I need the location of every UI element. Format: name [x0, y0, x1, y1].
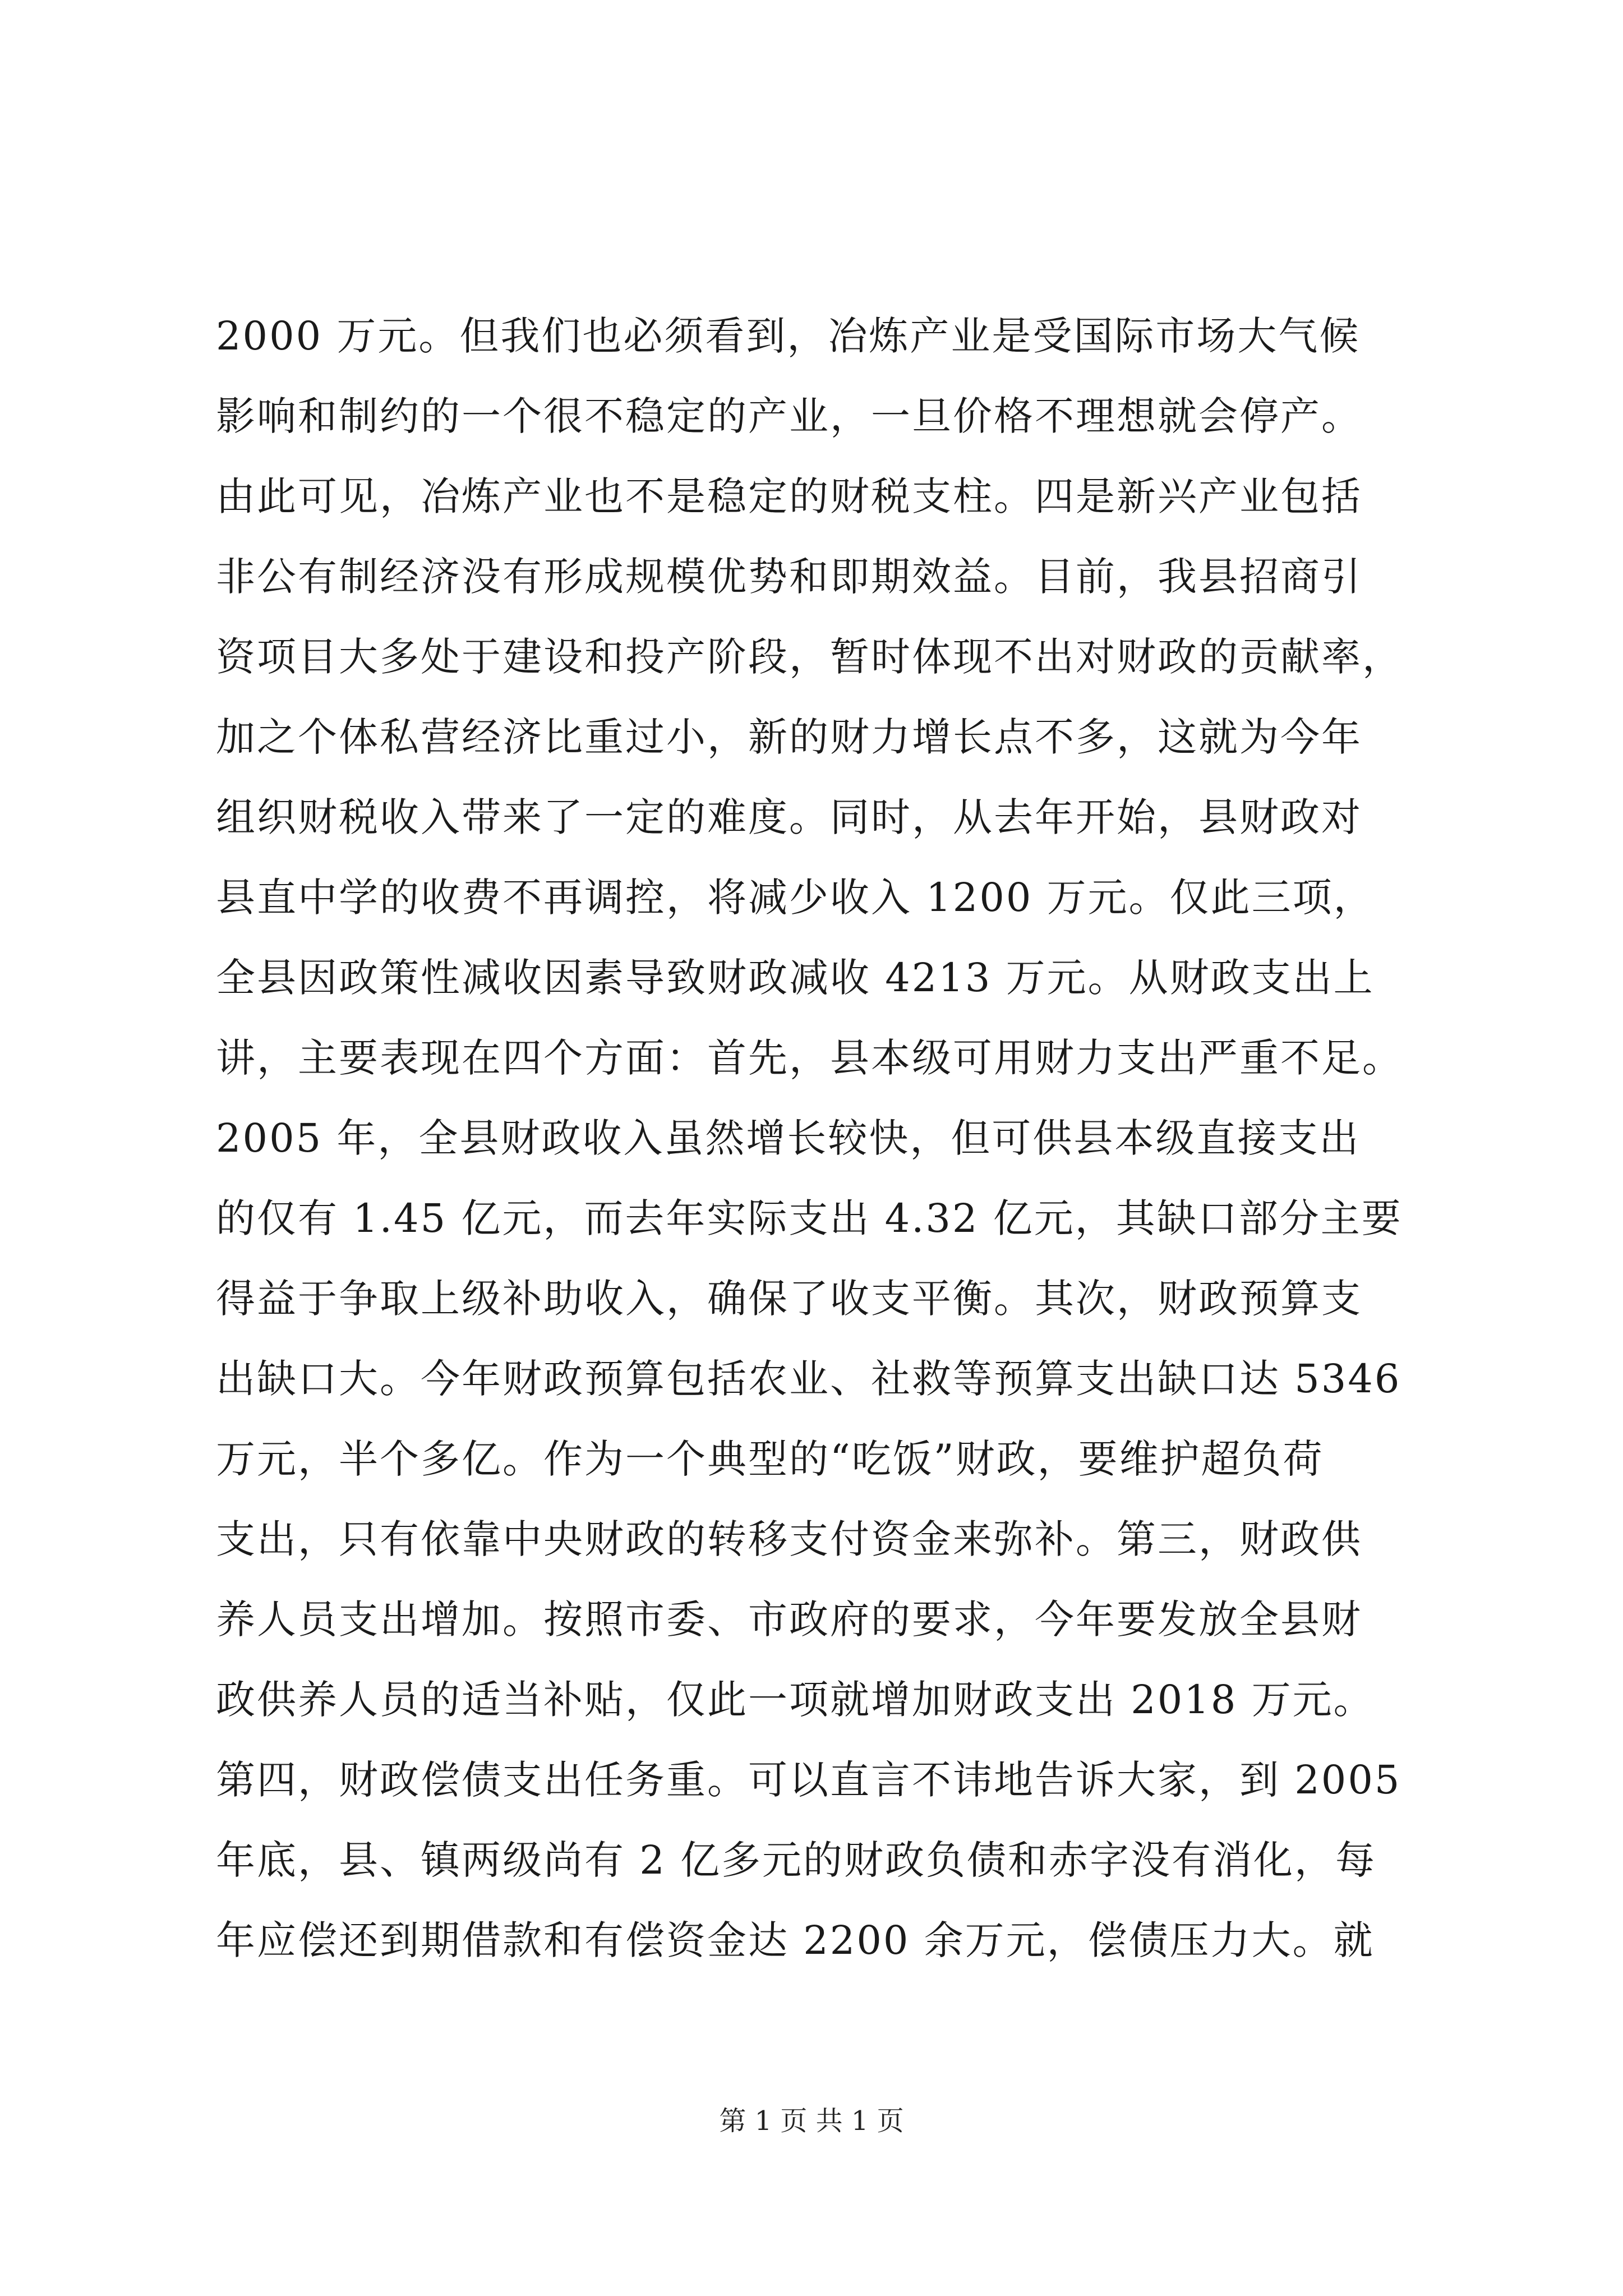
text-line: 的仅有 1.45 亿元，而去年实际支出 4.32 亿元，其缺口部分主要 [216, 1195, 1403, 1241]
text-line: 影响和制约的一个很不稳定的产业，一旦价格不理想就会停产。 [216, 393, 1362, 439]
text-line: 得益于争取上级补助收入，确保了收支平衡。其次，财政预算支 [216, 1276, 1362, 1322]
text-line: 资项目大多处于建设和投产阶段，暂时体现不出对财政的贡献率， [216, 634, 1403, 680]
body-text [216, 296, 1422, 1981]
text-line: 全县因政策性减收因素导致财政减收 4213 万元。从财政支出上 [216, 955, 1375, 1001]
text-line: 由此可见，冶炼产业也不是稳定的财税支柱。四是新兴产业包括 [216, 473, 1362, 519]
text-line: 县直中学的收费不再调控，将减少收入 1200 万元。仅此三项， [216, 875, 1375, 921]
text-line: 加之个体私营经济比重过小，新的财力增长点不多，这就为今年 [216, 714, 1362, 760]
text-line: 万元，半个多亿。作为一个典型的“吃饭”财政，要维护超负荷 [216, 1436, 1324, 1482]
text-line: 讲，主要表现在四个方面：首先，县本级可用财力支出严重不足。 [216, 1035, 1403, 1081]
text-line: 年应偿还到期借款和有偿资金达 2200 余万元，偿债压力大。就 [216, 1917, 1375, 1963]
text-line: 出缺口大。今年财政预算包括农业、社救等预算支出缺口达 5346 [216, 1356, 1401, 1402]
text-line: 支出，只有依靠中央财政的转移支付资金来弥补。第三，财政供 [216, 1516, 1362, 1562]
page-footer: 第 1 页 共 1 页 [719, 2105, 904, 2137]
text-line: 组织财税收入带来了一定的难度。同时，从去年开始，县财政对 [216, 794, 1362, 840]
text-line: 年底，县、镇两级尚有 2 亿多元的财政负债和赤字没有消化，每 [216, 1837, 1377, 1883]
text-line: 非公有制经济没有形成规模优势和即期效益。目前，我县招商引 [216, 554, 1362, 600]
text-line: 政供养人员的适当补贴，仅此一项就增加财政支出 2018 万元。 [216, 1677, 1375, 1723]
text-line: 2005 年，全县财政收入虽然增长较快，但可供县本级直接支出 [216, 1115, 1361, 1161]
text-line: 2000 万元。但我们也必须看到，冶炼产业是受国际市场大气候 [216, 313, 1361, 359]
text-line: 养人员支出增加。按照市委、市政府的要求，今年要发放全县财 [216, 1596, 1362, 1642]
text-line: 第四，财政偿债支出任务重。可以直言不讳地告诉大家，到 2005 [216, 1757, 1401, 1803]
